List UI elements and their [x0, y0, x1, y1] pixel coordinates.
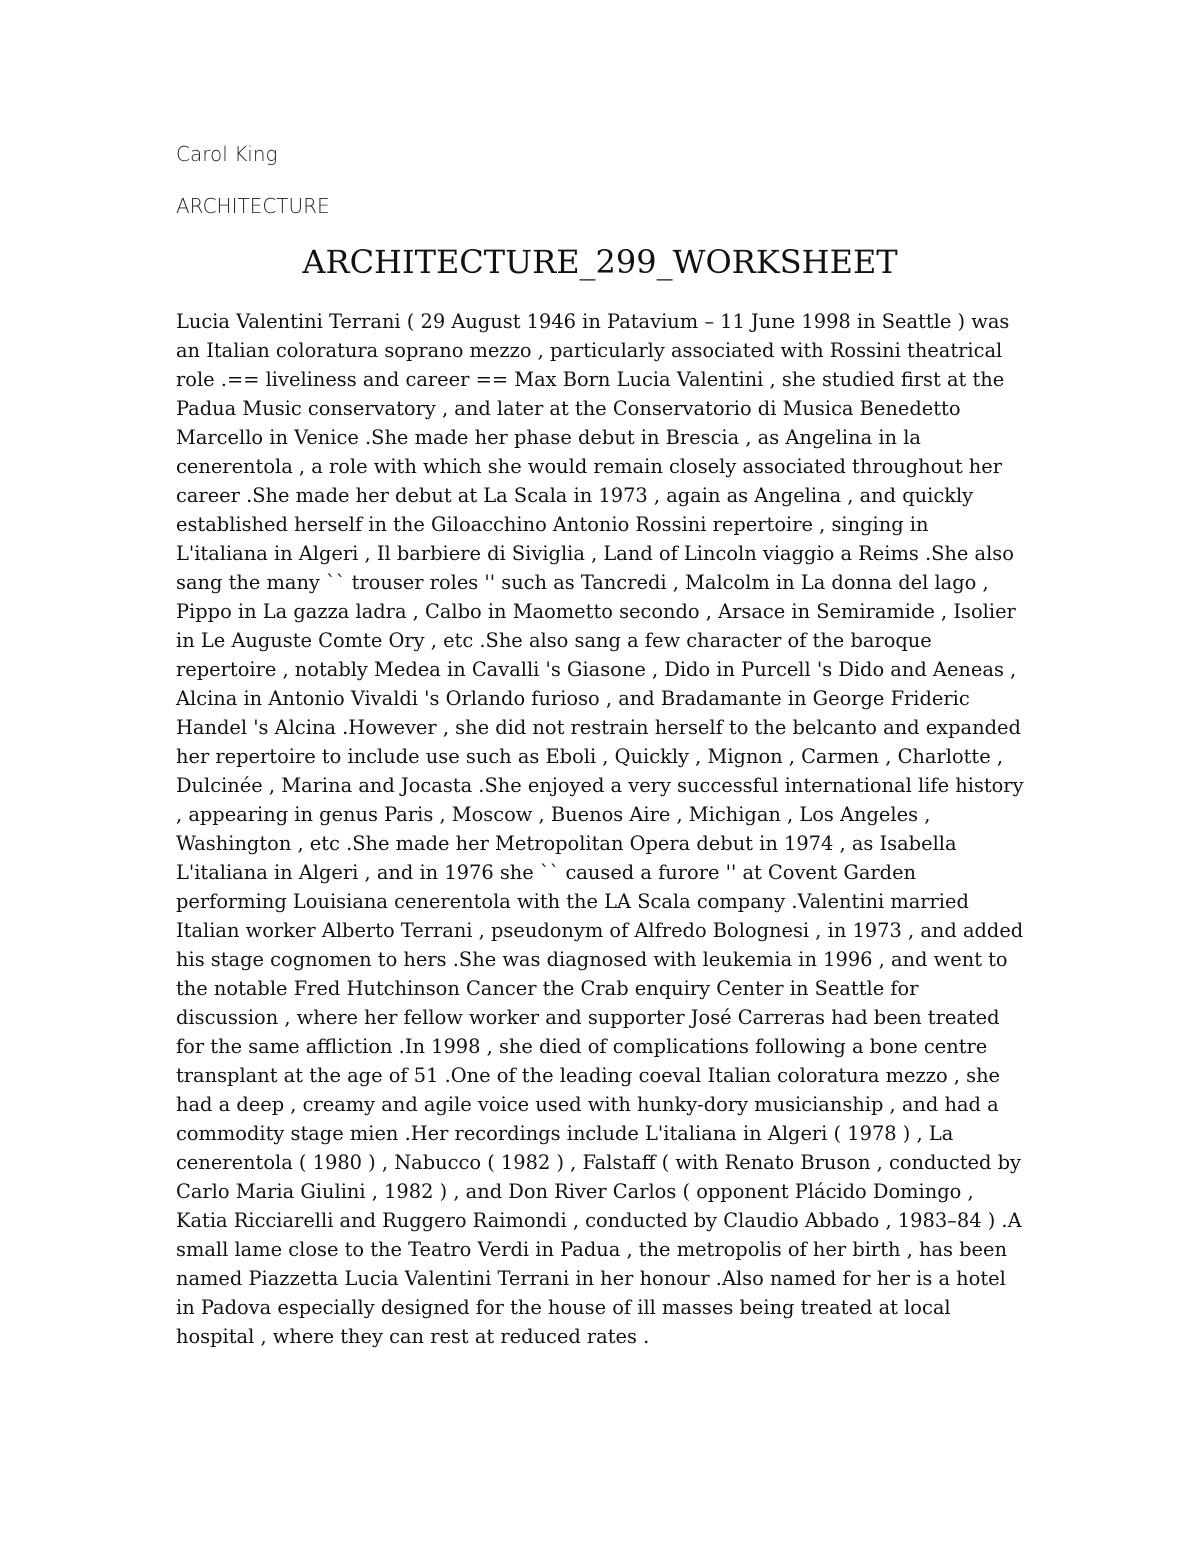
course-subject: ARCHITECTURE [176, 194, 330, 218]
document-title: ARCHITECTURE_299_WORKSHEET [302, 243, 898, 281]
author-name: Carol King [176, 142, 278, 166]
body-paragraph: Lucia Valentini Terrani ( 29 August 1946 in Patavium – 11 June 1998 in Seattle ) was an Italian coloratura soprano mezzo , particularly associated with Rossini theatrical role .== liveliness and career == Max Born Lucia Valentini , she studied first at the Padua Music conservatory , and later at the Conservatorio di Musica Benedetto Marcello in Venice .She made her phase debut in Brescia , as Angelina in la cenerentola , a role with which she would remain closely associated throughout her career .She made her debut at La Scala in 1973 , again as Angelina , and quickly established herself in the Giloacchino Antonio Rossini repertoire , singing in L'italiana in Algeri , Il barbiere di Siviglia , Land of Lincoln viaggio a Reims .She also sang the many `` trouser roles '' such as Tancredi , Malcolm in La donna del lago , Pippo in La gazza ladra , Calbo in Maometto secondo , Arsace in Semiramide , Isolier in Le Auguste Comte Ory , etc .She also sang a few character of the baroque repertoire , notably Medea in Cavalli 's Giasone , Dido in Purcell 's Dido and Aeneas , Alcina in Antonio Vivaldi 's Orlando furioso , and Bradamante in George Frideric Handel 's Alcina .However , she did not restrain herself to the belcanto and expanded her repertoire to include use such as Eboli , Quickly , Mignon , Carmen , Charlotte , Dulcinée , Marina and Jocasta .She enjoyed a very successful international life history , appearing in genus Paris , Moscow , Buenos Aire , Michigan , Los Angeles , Washington , etc .She made her Metropolitan Opera debut in 1974 , as Isabella L'italiana in Algeri , and in 1976 she `` caused a furore '' at Covent Garden performing Louisiana cenerentola with the LA Scala company .Valentini married Italian worker Alberto Terrani , pseudonym of Alfredo Bolognesi , in 1973 , and added his stage cognomen to hers .She was diagnosed with leukemia in 1996 , and went to the notable Fred Hutchinson Cancer the Crab enquiry Center in Seattle for discussion , where her fellow worker and supporter José Carreras had been treated for the same affliction .In 1998 , she died of complications following a bone centre transplant at the age of 51 .One of the leading coeval Italian coloratura mezzo , she had a deep , creamy and agile voice used with hunky-dory musicianship , and had a commodity stage mien .Her recordings include L'italiana in Algeri ( 1978 ) , La cenerentola ( 1980 ) , Nabucco ( 1982 ) , Falstaff ( with Renato Bruson , conducted by Carlo Maria Giulini , 1982 ) , and Don River Carlos ( opponent Plácido Domingo , Katia Ricciarelli and Ruggero Raimondi , conducted by Claudio Abbado , 1983–84 ) .A small lame close to the Teatro Verdi in Padua , the metropolis of her birth , has been named Piazzetta Lucia Valentini Terrani in her honour .Also named for her is a hotel in Padova especially designed for the house of ill masses being treated at local hospital , where they can rest at reduced rates . [176, 310, 1024, 1348]
